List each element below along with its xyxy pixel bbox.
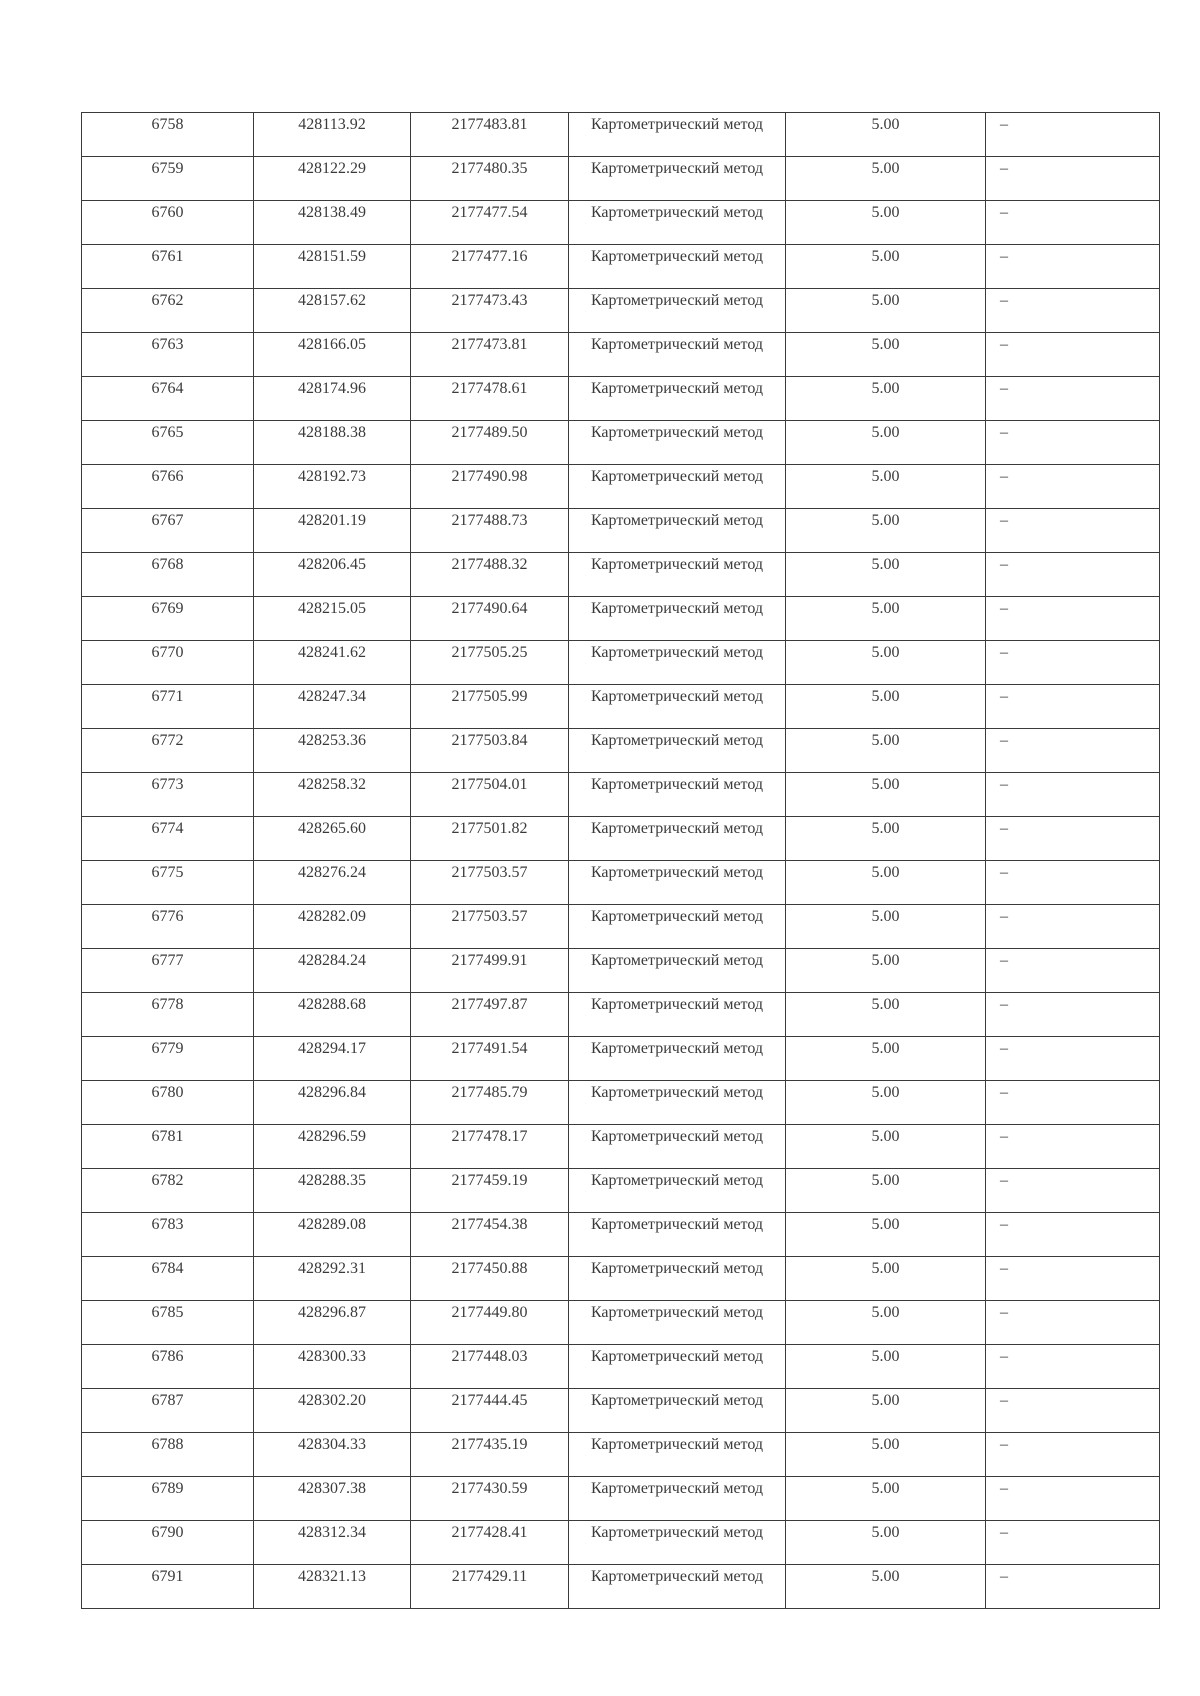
accuracy-cell: 5.00 [786, 773, 986, 817]
x-coordinate-cell: 428294.17 [254, 1037, 411, 1081]
accuracy-cell: 5.00 [786, 1301, 986, 1345]
x-coordinate-cell: 428258.32 [254, 773, 411, 817]
method-cell: Картометрический метод [569, 1037, 786, 1081]
accuracy-cell: 5.00 [786, 949, 986, 993]
method-cell: Картометрический метод [569, 553, 786, 597]
method-cell: Картометрический метод [569, 377, 786, 421]
y-coordinate-cell: 2177488.32 [411, 553, 569, 597]
point-number-cell: 6770 [82, 641, 254, 685]
method-cell: Картометрический метод [569, 905, 786, 949]
note-cell: – [986, 1433, 1160, 1477]
point-number-cell: 6762 [82, 289, 254, 333]
table-row [82, 113, 1160, 157]
y-coordinate-cell: 2177480.35 [411, 157, 569, 201]
x-coordinate-cell: 428300.33 [254, 1345, 411, 1389]
method-cell: Картометрический метод [569, 1433, 786, 1477]
accuracy-cell: 5.00 [786, 1477, 986, 1521]
accuracy-cell: 5.00 [786, 289, 986, 333]
x-coordinate-cell: 428296.84 [254, 1081, 411, 1125]
x-coordinate-cell: 428312.34 [254, 1521, 411, 1565]
table-row [82, 1169, 1160, 1213]
point-number-cell: 6790 [82, 1521, 254, 1565]
coordinates-table [81, 112, 1160, 1609]
x-coordinate-cell: 428247.34 [254, 685, 411, 729]
point-number-cell: 6782 [82, 1169, 254, 1213]
table-row [82, 1125, 1160, 1169]
table-row [82, 1037, 1160, 1081]
point-number-cell: 6767 [82, 509, 254, 553]
point-number-cell: 6766 [82, 465, 254, 509]
y-coordinate-cell: 2177473.43 [411, 289, 569, 333]
point-number-cell: 6786 [82, 1345, 254, 1389]
note-cell: – [986, 1389, 1160, 1433]
x-coordinate-cell: 428174.96 [254, 377, 411, 421]
y-coordinate-cell: 2177449.80 [411, 1301, 569, 1345]
accuracy-cell: 5.00 [786, 1433, 986, 1477]
x-coordinate-cell: 428276.24 [254, 861, 411, 905]
method-cell: Картометрический метод [569, 861, 786, 905]
accuracy-cell: 5.00 [786, 1389, 986, 1433]
y-coordinate-cell: 2177505.25 [411, 641, 569, 685]
table-row [82, 729, 1160, 773]
y-coordinate-cell: 2177435.19 [411, 1433, 569, 1477]
x-coordinate-cell: 428113.92 [254, 113, 411, 157]
table-row [82, 773, 1160, 817]
method-cell: Картометрический метод [569, 993, 786, 1037]
method-cell: Картометрический метод [569, 1081, 786, 1125]
note-cell: – [986, 465, 1160, 509]
y-coordinate-cell: 2177483.81 [411, 113, 569, 157]
x-coordinate-cell: 428151.59 [254, 245, 411, 289]
y-coordinate-cell: 2177477.16 [411, 245, 569, 289]
y-coordinate-cell: 2177505.99 [411, 685, 569, 729]
x-coordinate-cell: 428307.38 [254, 1477, 411, 1521]
accuracy-cell: 5.00 [786, 685, 986, 729]
note-cell: – [986, 817, 1160, 861]
accuracy-cell: 5.00 [786, 993, 986, 1037]
x-coordinate-cell: 428122.29 [254, 157, 411, 201]
x-coordinate-cell: 428166.05 [254, 333, 411, 377]
note-cell: – [986, 377, 1160, 421]
accuracy-cell: 5.00 [786, 333, 986, 377]
point-number-cell: 6780 [82, 1081, 254, 1125]
method-cell: Картометрический метод [569, 289, 786, 333]
note-cell: – [986, 113, 1160, 157]
accuracy-cell: 5.00 [786, 817, 986, 861]
accuracy-cell: 5.00 [786, 201, 986, 245]
point-number-cell: 6765 [82, 421, 254, 465]
table-row [82, 377, 1160, 421]
point-number-cell: 6791 [82, 1565, 254, 1609]
point-number-cell: 6774 [82, 817, 254, 861]
table-row [82, 1081, 1160, 1125]
table-row [82, 641, 1160, 685]
y-coordinate-cell: 2177503.57 [411, 861, 569, 905]
point-number-cell: 6776 [82, 905, 254, 949]
point-number-cell: 6761 [82, 245, 254, 289]
method-cell: Картометрический метод [569, 1565, 786, 1609]
table-row [82, 1565, 1160, 1609]
y-coordinate-cell: 2177491.54 [411, 1037, 569, 1081]
table-row [82, 993, 1160, 1037]
table-row [82, 861, 1160, 905]
point-number-cell: 6781 [82, 1125, 254, 1169]
accuracy-cell: 5.00 [786, 1565, 986, 1609]
x-coordinate-cell: 428192.73 [254, 465, 411, 509]
method-cell: Картометрический метод [569, 1389, 786, 1433]
point-number-cell: 6789 [82, 1477, 254, 1521]
method-cell: Картометрический метод [569, 729, 786, 773]
method-cell: Картометрический метод [569, 641, 786, 685]
note-cell: – [986, 993, 1160, 1037]
x-coordinate-cell: 428304.33 [254, 1433, 411, 1477]
note-cell: – [986, 1081, 1160, 1125]
point-number-cell: 6787 [82, 1389, 254, 1433]
accuracy-cell: 5.00 [786, 421, 986, 465]
accuracy-cell: 5.00 [786, 113, 986, 157]
table-row [82, 553, 1160, 597]
accuracy-cell: 5.00 [786, 157, 986, 201]
note-cell: – [986, 685, 1160, 729]
method-cell: Картометрический метод [569, 1345, 786, 1389]
note-cell: – [986, 1257, 1160, 1301]
note-cell: – [986, 201, 1160, 245]
method-cell: Картометрический метод [569, 1301, 786, 1345]
method-cell: Картометрический метод [569, 333, 786, 377]
table-row [82, 1257, 1160, 1301]
point-number-cell: 6788 [82, 1433, 254, 1477]
coordinates-table-body [82, 113, 1160, 1609]
y-coordinate-cell: 2177503.57 [411, 905, 569, 949]
y-coordinate-cell: 2177478.61 [411, 377, 569, 421]
x-coordinate-cell: 428253.36 [254, 729, 411, 773]
y-coordinate-cell: 2177430.59 [411, 1477, 569, 1521]
method-cell: Картометрический метод [569, 157, 786, 201]
y-coordinate-cell: 2177473.81 [411, 333, 569, 377]
note-cell: – [986, 773, 1160, 817]
method-cell: Картометрический метод [569, 817, 786, 861]
note-cell: – [986, 1213, 1160, 1257]
table-row [82, 509, 1160, 553]
point-number-cell: 6773 [82, 773, 254, 817]
table-row [82, 201, 1160, 245]
note-cell: – [986, 729, 1160, 773]
note-cell: – [986, 1301, 1160, 1345]
table-row [82, 1477, 1160, 1521]
method-cell: Картометрический метод [569, 201, 786, 245]
x-coordinate-cell: 428188.38 [254, 421, 411, 465]
table-row [82, 333, 1160, 377]
x-coordinate-cell: 428157.62 [254, 289, 411, 333]
point-number-cell: 6768 [82, 553, 254, 597]
method-cell: Картометрический метод [569, 1521, 786, 1565]
accuracy-cell: 5.00 [786, 905, 986, 949]
y-coordinate-cell: 2177504.01 [411, 773, 569, 817]
note-cell: – [986, 1169, 1160, 1213]
accuracy-cell: 5.00 [786, 1037, 986, 1081]
method-cell: Картометрический метод [569, 245, 786, 289]
accuracy-cell: 5.00 [786, 465, 986, 509]
x-coordinate-cell: 428215.05 [254, 597, 411, 641]
method-cell: Картометрический метод [569, 1477, 786, 1521]
accuracy-cell: 5.00 [786, 377, 986, 421]
table-row [82, 421, 1160, 465]
accuracy-cell: 5.00 [786, 1169, 986, 1213]
x-coordinate-cell: 428296.59 [254, 1125, 411, 1169]
method-cell: Картометрический метод [569, 1125, 786, 1169]
method-cell: Картометрический метод [569, 113, 786, 157]
point-number-cell: 6771 [82, 685, 254, 729]
method-cell: Картометрический метод [569, 685, 786, 729]
note-cell: – [986, 553, 1160, 597]
method-cell: Картометрический метод [569, 465, 786, 509]
accuracy-cell: 5.00 [786, 509, 986, 553]
y-coordinate-cell: 2177448.03 [411, 1345, 569, 1389]
table-row [82, 465, 1160, 509]
x-coordinate-cell: 428282.09 [254, 905, 411, 949]
x-coordinate-cell: 428289.08 [254, 1213, 411, 1257]
x-coordinate-cell: 428265.60 [254, 817, 411, 861]
table-row [82, 289, 1160, 333]
note-cell: – [986, 1125, 1160, 1169]
point-number-cell: 6779 [82, 1037, 254, 1081]
method-cell: Картометрический метод [569, 949, 786, 993]
y-coordinate-cell: 2177499.91 [411, 949, 569, 993]
note-cell: – [986, 245, 1160, 289]
accuracy-cell: 5.00 [786, 729, 986, 773]
y-coordinate-cell: 2177444.45 [411, 1389, 569, 1433]
point-number-cell: 6764 [82, 377, 254, 421]
accuracy-cell: 5.00 [786, 1213, 986, 1257]
x-coordinate-cell: 428302.20 [254, 1389, 411, 1433]
table-row [82, 949, 1160, 993]
x-coordinate-cell: 428241.62 [254, 641, 411, 685]
point-number-cell: 6777 [82, 949, 254, 993]
table-row [82, 157, 1160, 201]
point-number-cell: 6769 [82, 597, 254, 641]
note-cell: – [986, 1345, 1160, 1389]
y-coordinate-cell: 2177478.17 [411, 1125, 569, 1169]
y-coordinate-cell: 2177428.41 [411, 1521, 569, 1565]
note-cell: – [986, 509, 1160, 553]
note-cell: – [986, 1565, 1160, 1609]
table-row [82, 1301, 1160, 1345]
point-number-cell: 6758 [82, 113, 254, 157]
y-coordinate-cell: 2177454.38 [411, 1213, 569, 1257]
method-cell: Картометрический метод [569, 597, 786, 641]
accuracy-cell: 5.00 [786, 1081, 986, 1125]
x-coordinate-cell: 428288.35 [254, 1169, 411, 1213]
note-cell: – [986, 333, 1160, 377]
x-coordinate-cell: 428284.24 [254, 949, 411, 993]
table-row [82, 597, 1160, 641]
method-cell: Картометрический метод [569, 1169, 786, 1213]
table-row [82, 1345, 1160, 1389]
accuracy-cell: 5.00 [786, 1125, 986, 1169]
accuracy-cell: 5.00 [786, 1521, 986, 1565]
table-row [82, 1433, 1160, 1477]
table-row [82, 1521, 1160, 1565]
point-number-cell: 6783 [82, 1213, 254, 1257]
y-coordinate-cell: 2177497.87 [411, 993, 569, 1037]
table-row [82, 1389, 1160, 1433]
y-coordinate-cell: 2177450.88 [411, 1257, 569, 1301]
point-number-cell: 6775 [82, 861, 254, 905]
x-coordinate-cell: 428138.49 [254, 201, 411, 245]
y-coordinate-cell: 2177490.98 [411, 465, 569, 509]
point-number-cell: 6778 [82, 993, 254, 1037]
y-coordinate-cell: 2177490.64 [411, 597, 569, 641]
method-cell: Картометрический метод [569, 1213, 786, 1257]
point-number-cell: 6760 [82, 201, 254, 245]
x-coordinate-cell: 428201.19 [254, 509, 411, 553]
point-number-cell: 6785 [82, 1301, 254, 1345]
method-cell: Картометрический метод [569, 421, 786, 465]
note-cell: – [986, 1477, 1160, 1521]
x-coordinate-cell: 428296.87 [254, 1301, 411, 1345]
note-cell: – [986, 1037, 1160, 1081]
y-coordinate-cell: 2177503.84 [411, 729, 569, 773]
x-coordinate-cell: 428321.13 [254, 1565, 411, 1609]
note-cell: – [986, 421, 1160, 465]
note-cell: – [986, 949, 1160, 993]
x-coordinate-cell: 428206.45 [254, 553, 411, 597]
point-number-cell: 6784 [82, 1257, 254, 1301]
y-coordinate-cell: 2177488.73 [411, 509, 569, 553]
note-cell: – [986, 1521, 1160, 1565]
note-cell: – [986, 905, 1160, 949]
table-row [82, 685, 1160, 729]
y-coordinate-cell: 2177489.50 [411, 421, 569, 465]
y-coordinate-cell: 2177429.11 [411, 1565, 569, 1609]
accuracy-cell: 5.00 [786, 245, 986, 289]
accuracy-cell: 5.00 [786, 861, 986, 905]
y-coordinate-cell: 2177459.19 [411, 1169, 569, 1213]
y-coordinate-cell: 2177477.54 [411, 201, 569, 245]
note-cell: – [986, 641, 1160, 685]
note-cell: – [986, 597, 1160, 641]
point-number-cell: 6772 [82, 729, 254, 773]
table-row [82, 245, 1160, 289]
method-cell: Картометрический метод [569, 773, 786, 817]
accuracy-cell: 5.00 [786, 553, 986, 597]
method-cell: Картометрический метод [569, 509, 786, 553]
table-row [82, 817, 1160, 861]
accuracy-cell: 5.00 [786, 641, 986, 685]
note-cell: – [986, 157, 1160, 201]
accuracy-cell: 5.00 [786, 1257, 986, 1301]
y-coordinate-cell: 2177485.79 [411, 1081, 569, 1125]
accuracy-cell: 5.00 [786, 597, 986, 641]
accuracy-cell: 5.00 [786, 1345, 986, 1389]
y-coordinate-cell: 2177501.82 [411, 817, 569, 861]
method-cell: Картометрический метод [569, 1257, 786, 1301]
table-row [82, 1213, 1160, 1257]
x-coordinate-cell: 428292.31 [254, 1257, 411, 1301]
point-number-cell: 6759 [82, 157, 254, 201]
x-coordinate-cell: 428288.68 [254, 993, 411, 1037]
point-number-cell: 6763 [82, 333, 254, 377]
note-cell: – [986, 289, 1160, 333]
note-cell: – [986, 861, 1160, 905]
table-row [82, 905, 1160, 949]
